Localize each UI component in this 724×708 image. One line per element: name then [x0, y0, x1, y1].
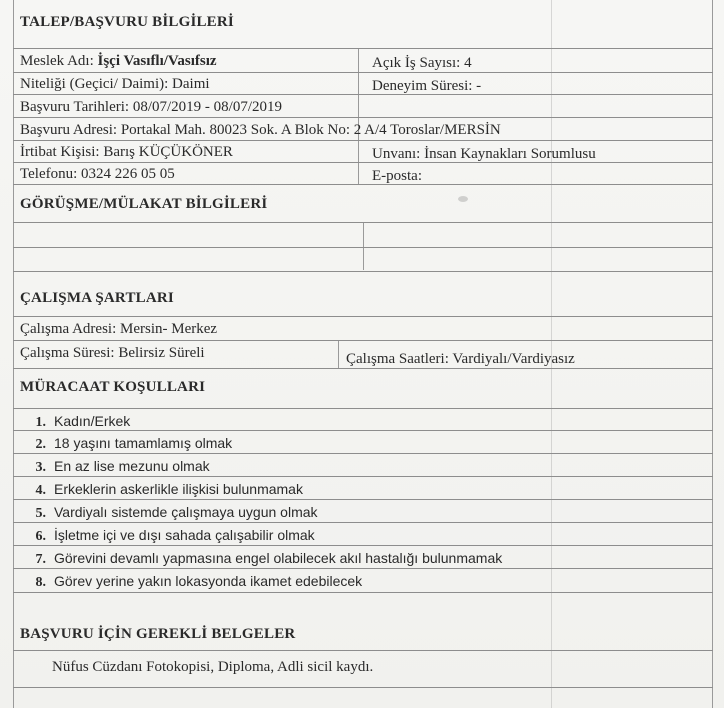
rule	[13, 271, 713, 272]
rule	[13, 408, 713, 409]
requirement-number: 7.	[35, 552, 46, 567]
rule	[13, 368, 713, 369]
contact-person-field: İrtibat Kişisi: Barış KÜÇÜKÖNER	[20, 144, 233, 160]
work-hours-field: Çalışma Saatleri: Vardiyalı/Vardiyasız	[346, 351, 575, 367]
rule	[13, 94, 713, 95]
requirement-item	[24, 457, 210, 477]
work-address-field: Çalışma Adresi: Mersin- Merkez	[20, 321, 218, 337]
occupation-value: İşçi Vasıflı/Vasıfsız	[97, 53, 217, 69]
requirement-item	[24, 549, 502, 569]
column-divider-3	[338, 340, 339, 368]
requirement-text: En az lise mezunu olmak	[54, 458, 210, 474]
rule	[13, 48, 713, 49]
requirement-number: 2.	[35, 437, 46, 452]
phone-field: Telefonu: 0324 226 05 05	[20, 166, 175, 182]
rule	[13, 687, 713, 688]
rule	[13, 247, 713, 248]
contact-title-field: Unvanı: İnsan Kaynakları Sorumlusu	[372, 146, 596, 162]
rule	[13, 650, 713, 651]
rule	[13, 340, 713, 341]
column-divider	[358, 48, 359, 184]
requirement-number: 8.	[35, 575, 46, 590]
smudge-mark	[458, 196, 468, 202]
left-border	[13, 0, 14, 708]
requirement-text: 18 yaşını tamamlamış olmak	[54, 435, 233, 451]
rule	[13, 72, 713, 73]
section-title-working-conditions: ÇALIŞMA ŞARTLARI	[20, 290, 174, 306]
section-title-interview: GÖRÜŞME/MÜLAKAT BİLGİLERİ	[20, 196, 268, 212]
rule	[13, 316, 713, 317]
email-field: E-posta:	[372, 168, 422, 184]
trial-period-field: Deneyim Süresi: -	[372, 78, 482, 94]
rule	[13, 117, 713, 118]
requirement-text: Görevini devamlı yapmasına engel olabilecek akıl hastalığı bulunmamak	[54, 550, 503, 566]
requirement-text: Görev yerine yakın lokasyonda ikamet edebilecek	[54, 573, 363, 589]
rule	[13, 592, 713, 593]
requirement-number: 1.	[35, 415, 46, 430]
application-dates-field: Başvuru Tarihleri: 08/07/2019 - 08/07/2019	[20, 99, 282, 115]
rule	[13, 162, 713, 163]
column-divider-2	[363, 222, 364, 270]
requirement-number: 6.	[35, 529, 46, 544]
requirement-item	[24, 572, 362, 592]
rule	[13, 140, 713, 141]
rule	[13, 184, 713, 185]
occupation-label: Meslek Adı:	[20, 53, 98, 69]
work-duration-field: Çalışma Süresi: Belirsiz Süreli	[20, 345, 205, 361]
requirement-item	[24, 412, 130, 432]
requirement-item	[24, 503, 318, 523]
section-title-requirements: MÜRACAAT KOŞULLARI	[20, 379, 206, 395]
section-title-documents: BAŞVURU İÇİN GEREKLİ BELGELER	[20, 626, 296, 642]
requirement-text: İşletme içi ve dışı sahada çalışabilir olmak	[54, 527, 315, 543]
requirement-text: Vardiyalı sistemde çalışmaya uygun olmak	[54, 504, 318, 520]
requirement-number: 3.	[35, 460, 46, 475]
requirement-text: Kadın/Erkek	[54, 413, 131, 429]
occupation-field	[20, 52, 217, 70]
job-nature-field: Niteliği (Geçici/ Daimi): Daimi	[20, 76, 210, 92]
section-title-application: TALEP/BAŞVURU BİLGİLERİ	[20, 14, 234, 30]
requirement-number: 4.	[35, 483, 46, 498]
open-positions-field: Açık İş Sayısı: 4	[372, 55, 472, 71]
requirement-text: Erkeklerin askerlikle ilişkisi bulunmamak	[54, 481, 303, 497]
requirement-item	[24, 526, 315, 546]
application-address-field: Başvuru Adresi: Portakal Mah. 80023 Sok. A Blok No: 2 A/4 Toroslar/MERSİN	[20, 122, 501, 138]
right-border	[712, 0, 713, 708]
requirement-item	[24, 480, 303, 500]
rule	[13, 222, 713, 223]
requirement-number: 5.	[35, 506, 46, 521]
requirement-item	[24, 434, 232, 454]
required-documents: Nüfus Cüzdanı Fotokopisi, Diploma, Adli sicil kaydı.	[52, 659, 374, 675]
